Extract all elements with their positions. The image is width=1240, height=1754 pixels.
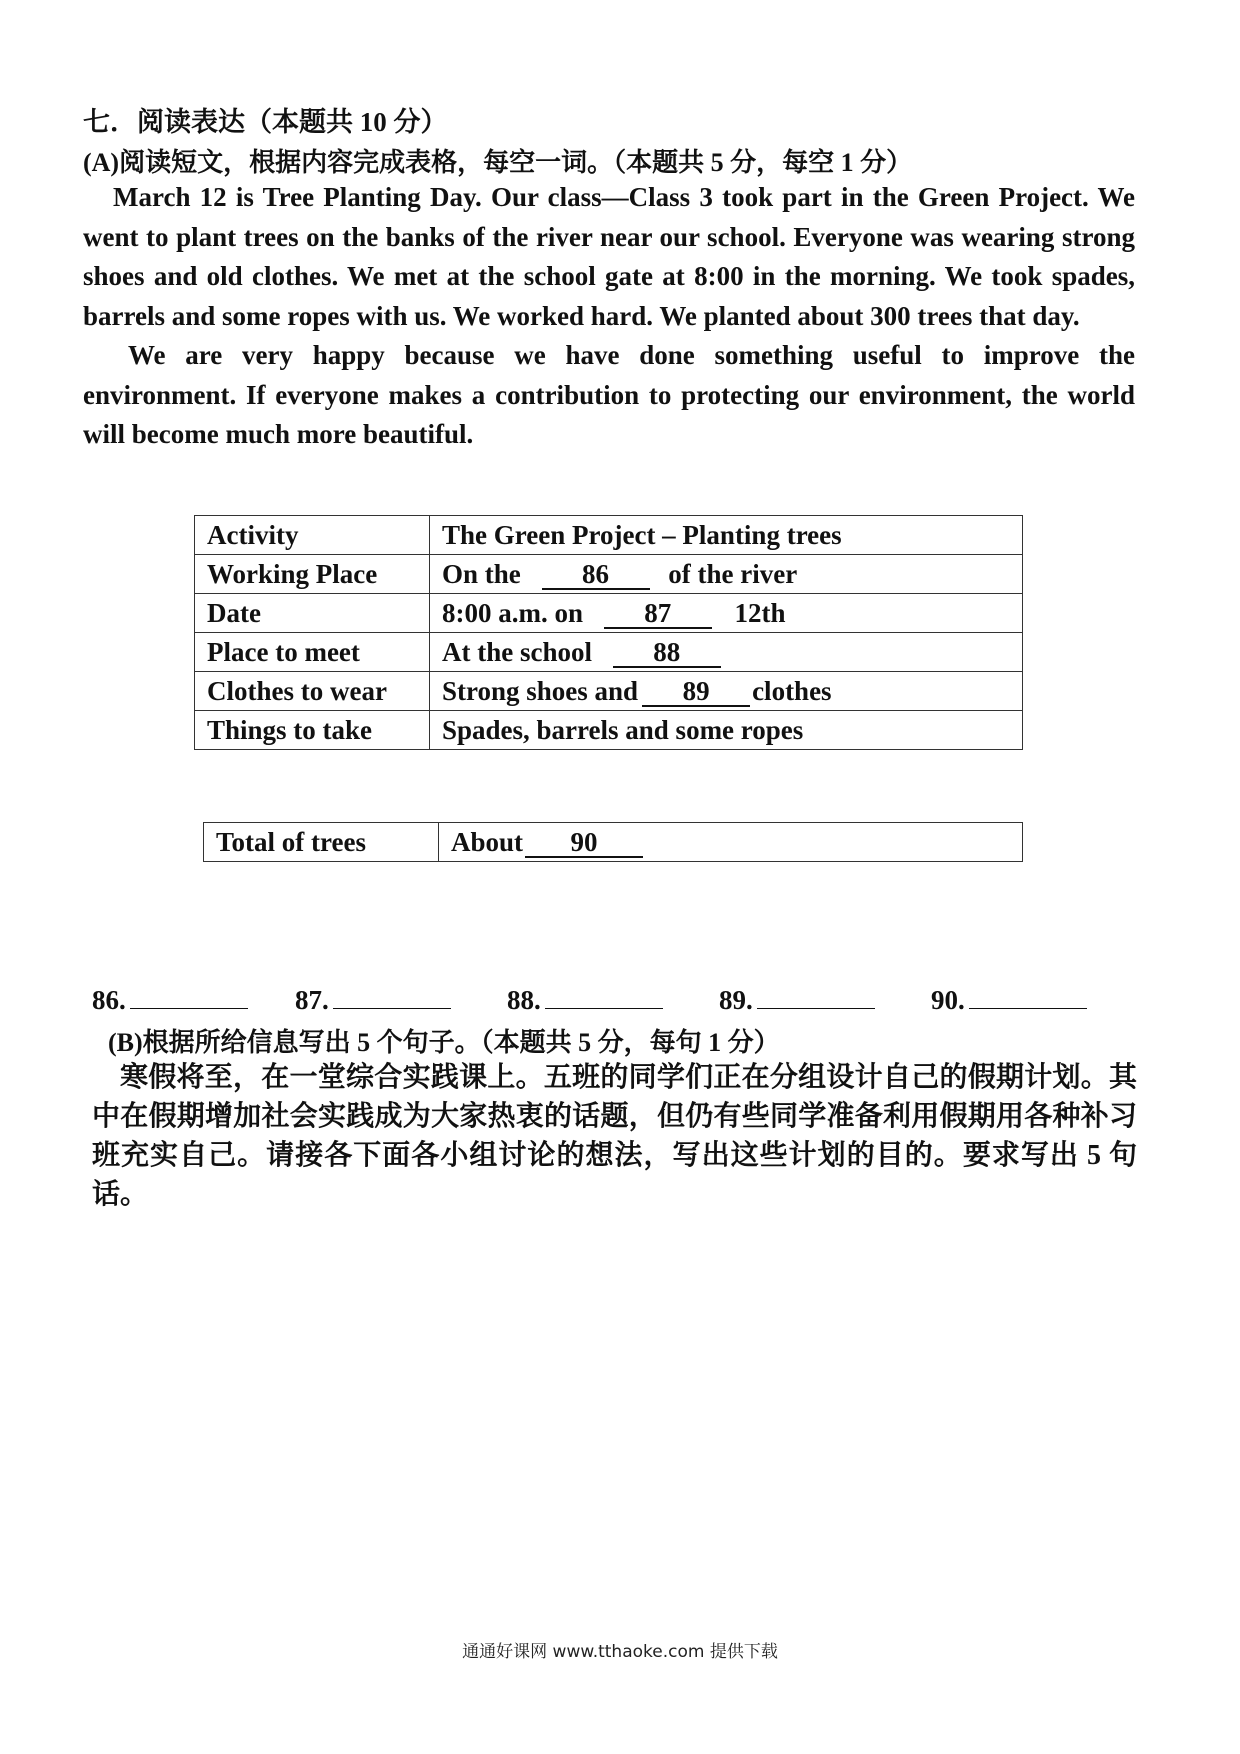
passage-paragraph-1: March 12 is Tree Planting Day. Our class—Class 3 took part in the Green Project. We went to plant trees on the banks of the river near our school. Everyone was wearing strong shoes and old clothes. We met at the school gate at 8:00 in the morning. We took spades, barrels and some ropes with us. We worked hard. We planted about 300 trees that day. xyxy=(83,182,1135,331)
write-line[interactable] xyxy=(333,986,451,1009)
answer-line-86[interactable] xyxy=(92,985,248,1016)
answer-blank-88: 88 xyxy=(613,638,721,668)
value-suffix: clothes xyxy=(752,675,832,706)
answer-line-87[interactable] xyxy=(295,985,451,1016)
row-value xyxy=(430,672,1023,711)
answer-blank-89: 89 xyxy=(642,677,750,707)
value-prefix: About xyxy=(451,826,524,857)
row-key: Date xyxy=(195,594,430,633)
row-key: Activity xyxy=(195,516,430,555)
answer-label: 88. xyxy=(507,985,541,1015)
write-line[interactable] xyxy=(130,986,248,1009)
answer-blank-87: 87 xyxy=(604,599,712,629)
row-key: Clothes to wear xyxy=(195,672,430,711)
answer-blank-90: 90 xyxy=(525,828,643,858)
reading-passage xyxy=(83,178,1135,455)
row-key: Place to meet xyxy=(195,633,430,672)
answer-line-89[interactable] xyxy=(719,985,875,1016)
info-table xyxy=(194,515,1023,750)
row-key: Things to take xyxy=(195,711,430,750)
write-line[interactable] xyxy=(757,986,875,1009)
answer-label: 86. xyxy=(92,985,126,1015)
row-value xyxy=(439,823,1023,862)
passage-paragraph-2: We are very happy because we have done something useful to improve the environment. If everyone makes a contribution to protecting our environment, the world will become much more beautiful. xyxy=(83,340,1135,449)
value-suffix: of the river xyxy=(668,558,798,589)
write-line[interactable] xyxy=(969,986,1087,1009)
row-value xyxy=(430,633,1023,672)
value-prefix: Strong shoes and xyxy=(442,675,639,706)
table-row xyxy=(204,823,1023,862)
answer-line-88[interactable] xyxy=(507,985,663,1016)
value-prefix: On the xyxy=(442,558,521,589)
row-key: Working Place xyxy=(195,555,430,594)
part-a-instruction: (A)阅读短文，根据内容完成表格，每空一词。（本题共 5 分，每空 1 分） xyxy=(83,148,913,177)
answer-label: 87. xyxy=(295,985,329,1015)
table-row xyxy=(195,711,1023,750)
value-prefix: At the school xyxy=(442,636,592,667)
row-value: The Green Project – Planting trees xyxy=(430,516,1023,555)
answer-blank-86: 86 xyxy=(542,560,650,590)
section-title: 七．阅读表达（本题共 10 分） xyxy=(83,107,448,137)
value-prefix: 8:00 a.m. on xyxy=(442,597,583,628)
row-key: Total of trees xyxy=(204,823,439,862)
answer-line-90[interactable] xyxy=(931,985,1087,1016)
table-row xyxy=(195,516,1023,555)
table-row xyxy=(195,555,1023,594)
table-row xyxy=(195,594,1023,633)
part-b-text xyxy=(92,1058,1137,1214)
answer-label: 90. xyxy=(931,985,965,1015)
total-table xyxy=(203,822,1023,862)
value-suffix: 12th xyxy=(734,597,786,628)
answer-label: 89. xyxy=(719,985,753,1015)
table-row xyxy=(195,672,1023,711)
row-value: Spades, barrels and some ropes xyxy=(430,711,1023,750)
row-value xyxy=(430,555,1023,594)
part-b-instruction: (B)根据所给信息写出 5 个句子。（本题共 5 分，每句 1 分） xyxy=(108,1028,780,1057)
part-b-paragraph: 寒假将至，在一堂综合实践课上。五班的同学们正在分组设计自己的假期计划。其中在假期增加社会实践成为大家热衷的话题，但仍有些同学准备利用假期用各种补习班充实自己。请接各下面各小组讨论的想法，写出这些计划的目的。要求写出 5 句话。 xyxy=(92,1062,1137,1210)
row-value xyxy=(430,594,1023,633)
table-row xyxy=(195,633,1023,672)
write-line[interactable] xyxy=(545,986,663,1009)
footer-credit: 通通好课网 www.tthaoke.com 提供下载 xyxy=(462,1642,778,1662)
